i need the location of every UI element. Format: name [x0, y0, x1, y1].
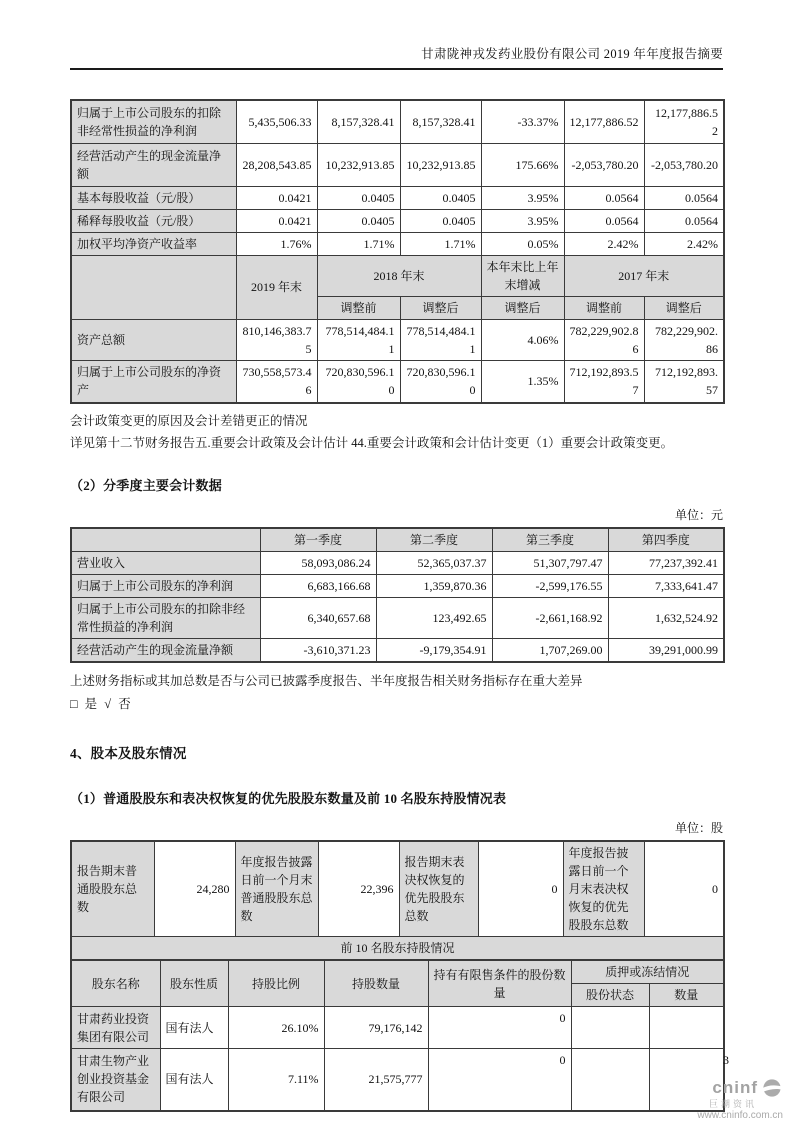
col-subheader-adj-after: 调整后: [644, 296, 724, 319]
metric-label: 经营活动产生的现金流量净额: [71, 143, 236, 186]
metric-value: 77,237,392.41: [608, 552, 724, 575]
shareholder-name: 甘肃药业投资集团有限公司: [71, 1007, 160, 1049]
count-label: 报告期末普通股股东总数: [71, 841, 154, 937]
yearend-header-row: [71, 255, 724, 296]
table-row: [71, 100, 724, 143]
metric-value: 0.0405: [400, 186, 481, 209]
metric-value: 1.35%: [481, 360, 564, 403]
metric-value: 8,157,328.41: [400, 100, 481, 143]
col-header-ratio: 持股比例: [228, 960, 324, 1007]
shareholder-pledge-qty: [649, 1007, 724, 1049]
col-header-2018: 2018 年末: [317, 255, 481, 296]
count-value: 22,396: [318, 841, 399, 937]
count-label: 年度报告披露日前一个月末普通股股东总数: [235, 841, 318, 937]
metric-value: 810,146,383.75: [236, 319, 317, 360]
col-header-2017: 2017 年末: [564, 255, 724, 296]
metric-value: 6,683,166.68: [260, 575, 376, 598]
shareholder-quantity: 21,575,777: [324, 1049, 428, 1111]
unit-label-yuan: 单位：元: [674, 508, 723, 522]
metric-value: -9,179,354.91: [376, 639, 492, 663]
count-label: 年度报告披露日前一个月末表决权恢复的优先股股东总数: [563, 841, 644, 937]
shareholder-ratio: 26.10%: [228, 1007, 324, 1049]
shareholder-row: [71, 1007, 724, 1049]
table-row: [71, 552, 724, 575]
metric-label: 归属于上市公司股东的扣除非经常性损益的净利润: [71, 598, 260, 639]
shareholder-name: 甘肃生物产业创业投资基金有限公司: [71, 1049, 160, 1111]
metric-value: 782,229,902.86: [644, 319, 724, 360]
accounting-note-line2: 详见第十二节财务报告五.重要会计政策及会计估计 44.重要会计政策和会计估计变更（1）重要会计政策变更。: [70, 435, 674, 450]
metric-label: 归属于上市公司股东的扣除非经常性损益的净利润: [71, 100, 236, 143]
metric-value: 2.42%: [644, 232, 724, 255]
metric-value: 7,333,641.47: [608, 575, 724, 598]
metric-value: 730,558,573.46: [236, 360, 317, 403]
quarterly-blank-cell: [71, 528, 260, 552]
col-header-shareholder-name: 股东名称: [71, 960, 160, 1007]
cninfo-logo-url: www.cninfo.com.cn: [697, 1110, 783, 1122]
quarterly-header-row: [71, 528, 724, 552]
shareholder-counts-table: [70, 840, 725, 961]
metric-value: -2,599,176.55: [492, 575, 608, 598]
shareholder-nature: 国有法人: [160, 1007, 228, 1049]
metric-value: 12,177,886.52: [644, 100, 724, 143]
metric-value: 4.06%: [481, 319, 564, 360]
top10-header-row: [71, 960, 724, 984]
metric-value: 0.0405: [400, 209, 481, 232]
metric-value: 0.0421: [236, 209, 317, 232]
yes-no-choice: □ 是 √ 否: [70, 697, 133, 711]
section-heading-top10: （1）普通股股东和表决权恢复的优先股股东数量及前 10 名股东持股情况表: [70, 791, 507, 806]
table-row: [71, 575, 724, 598]
metric-label: 经营活动产生的现金流量净额: [71, 639, 260, 663]
col-header-q1: 第一季度: [260, 528, 376, 552]
metric-value: 0.0564: [564, 186, 644, 209]
metric-value: 5,435,506.33: [236, 100, 317, 143]
table-row: [71, 360, 724, 403]
cninfo-logo: [697, 1078, 783, 1122]
metric-value: 39,291,000.99: [608, 639, 724, 663]
shareholder-ratio: 7.11%: [228, 1049, 324, 1111]
metric-value: -2,053,780.20: [564, 143, 644, 186]
count-value: 0: [644, 841, 724, 937]
key-financials-table: [70, 99, 725, 404]
col-header-pledge-qty: 数量: [649, 984, 724, 1007]
metric-value: -33.37%: [481, 100, 564, 143]
metric-value: 720,830,596.10: [317, 360, 400, 403]
metric-value: 778,514,484.11: [317, 319, 400, 360]
page-number: 3: [723, 1053, 729, 1067]
metric-value: -3,610,371.23: [260, 639, 376, 663]
metric-value: 10,232,913.85: [317, 143, 400, 186]
col-header-q4: 第四季度: [608, 528, 724, 552]
shareholder-quantity: 79,176,142: [324, 1007, 428, 1049]
metric-value: 1.71%: [317, 232, 400, 255]
page-content: [70, 0, 723, 1112]
metric-value: 0.0405: [317, 186, 400, 209]
table-row: [71, 209, 724, 232]
metric-value: 0.05%: [481, 232, 564, 255]
col-header-2019: 2019 年末: [236, 255, 317, 319]
shareholder-restricted: 0: [428, 1049, 571, 1111]
metric-value: 1,707,269.00: [492, 639, 608, 663]
cninfo-logo-caption: 巨潮资讯: [708, 1099, 757, 1109]
metric-label: 归属于上市公司股东的净资产: [71, 360, 236, 403]
col-subheader-adj-after: 调整后: [400, 296, 481, 319]
metric-value: 2.42%: [564, 232, 644, 255]
metric-value: 782,229,902.86: [564, 319, 644, 360]
accounting-policy-note: [70, 411, 723, 454]
metric-label: 营业收入: [71, 552, 260, 575]
metric-value: 720,830,596.10: [400, 360, 481, 403]
metric-label: 归属于上市公司股东的净利润: [71, 575, 260, 598]
metric-value: 3.95%: [481, 186, 564, 209]
metric-label: 基本每股收益（元/股）: [71, 186, 236, 209]
metric-label: 资产总额: [71, 319, 236, 360]
col-header-restricted: 持有有限售条件的股份数量: [428, 960, 571, 1007]
shareholder-counts-row: [71, 841, 724, 937]
col-header-change: 本年末比上年末增减: [481, 255, 564, 296]
col-header-pledge: 质押或冻结情况: [571, 960, 724, 984]
metric-value: 0.0564: [644, 186, 724, 209]
count-label: 报告期末表决权恢复的优先股股东总数: [399, 841, 478, 937]
metric-value: -2,053,780.20: [644, 143, 724, 186]
metric-value: 0.0421: [236, 186, 317, 209]
count-value: 0: [478, 841, 563, 937]
metric-value: 778,514,484.11: [400, 319, 481, 360]
col-subheader-adj-before: 调整前: [317, 296, 400, 319]
top10-shareholders-table: [70, 959, 725, 1112]
metric-value: 0.0564: [564, 209, 644, 232]
metric-value: 1,359,870.36: [376, 575, 492, 598]
metric-value: -2,661,168.92: [492, 598, 608, 639]
metric-value: 712,192,893.57: [564, 360, 644, 403]
shareholder-nature: 国有法人: [160, 1049, 228, 1111]
metric-value: 6,340,657.68: [260, 598, 376, 639]
quarterly-difference-note: 上述财务指标或其加总数是否与公司已披露季度报告、半年度报告相关财务指标存在重大差异: [70, 674, 583, 688]
metric-value: 10,232,913.85: [400, 143, 481, 186]
cninfo-logo-text: cninf: [712, 1078, 758, 1098]
cninfo-globe-icon: [761, 1078, 783, 1098]
metric-value: 3.95%: [481, 209, 564, 232]
shareholder-pledge-status: [571, 1007, 649, 1049]
metric-value: 1.76%: [236, 232, 317, 255]
shareholder-pledge-status: [571, 1049, 649, 1111]
unit-label-shares: 单位：股: [674, 821, 723, 835]
metric-value: 1.71%: [400, 232, 481, 255]
table-row: [71, 186, 724, 209]
col-subheader-adj-after: 调整后: [481, 296, 564, 319]
metric-label: 稀释每股收益（元/股）: [71, 209, 236, 232]
accounting-note-line1: 会计政策变更的原因及会计差错更正的情况: [70, 414, 308, 428]
shareholder-restricted: 0: [428, 1007, 571, 1049]
col-header-q2: 第二季度: [376, 528, 492, 552]
metric-value: 28,208,543.85: [236, 143, 317, 186]
quarterly-data-table: [70, 527, 725, 663]
count-value: 24,280: [154, 841, 235, 937]
metric-value: 8,157,328.41: [317, 100, 400, 143]
metric-value: 0.0405: [317, 209, 400, 232]
section-heading-share-capital: 4、股本及股东情况: [70, 746, 187, 761]
col-header-quantity: 持股数量: [324, 960, 428, 1007]
document-header-title: 甘肃陇神戎发药业股份有限公司 2019 年年度报告摘要: [70, 0, 723, 70]
col-header-q3: 第三季度: [492, 528, 608, 552]
metric-value: 58,093,086.24: [260, 552, 376, 575]
metric-value: 123,492.65: [376, 598, 492, 639]
metric-value: 0.0564: [644, 209, 724, 232]
metric-value: 1,632,524.92: [608, 598, 724, 639]
shareholder-row: [71, 1049, 724, 1111]
metric-value: 52,365,037.37: [376, 552, 492, 575]
table-row: [71, 639, 724, 663]
metric-value: 12,177,886.52: [564, 100, 644, 143]
section-heading-quarterly: （2）分季度主要会计数据: [70, 478, 222, 493]
col-header-pledge-status: 股份状态: [571, 984, 649, 1007]
table-row: [71, 598, 724, 639]
metric-value: 712,192,893.57: [644, 360, 724, 403]
metric-label: 加权平均净资产收益率: [71, 232, 236, 255]
yearend-blank-cell: [71, 255, 236, 319]
table-row: [71, 232, 724, 255]
metric-value: 175.66%: [481, 143, 564, 186]
table-row: [71, 143, 724, 186]
metric-value: 51,307,797.47: [492, 552, 608, 575]
table-row: [71, 319, 724, 360]
top10-banner-row: [71, 937, 724, 961]
col-subheader-adj-before: 调整前: [564, 296, 644, 319]
top10-banner: 前 10 名股东持股情况: [71, 937, 724, 961]
col-header-shareholder-nature: 股东性质: [160, 960, 228, 1007]
